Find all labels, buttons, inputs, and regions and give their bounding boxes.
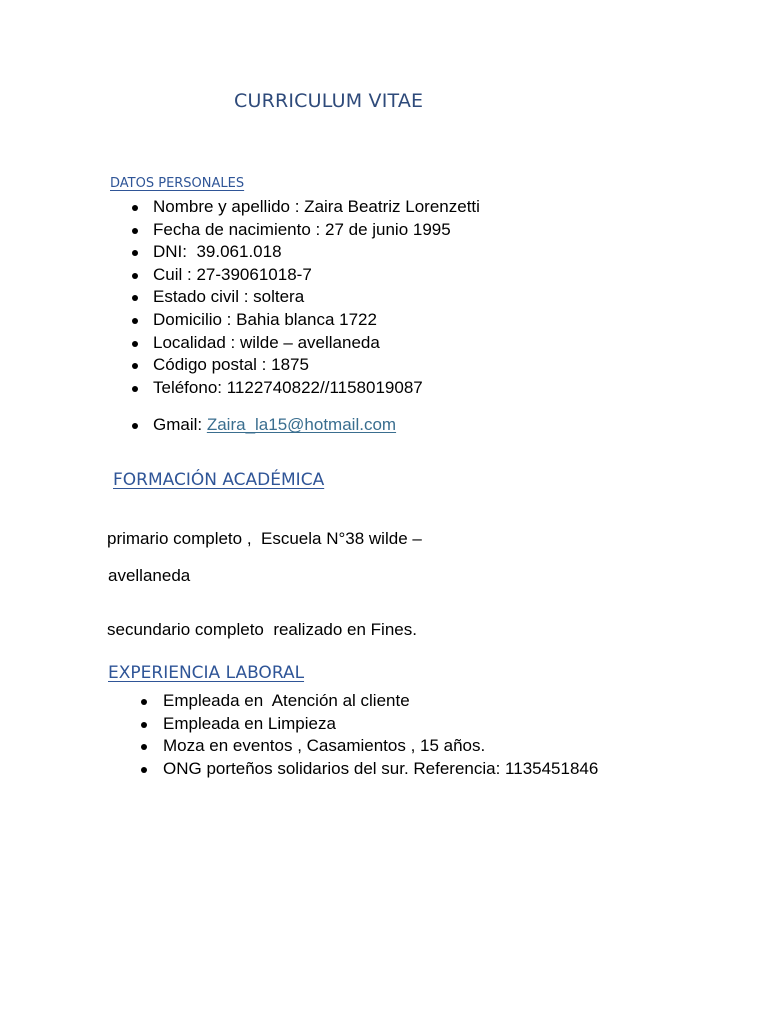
section-heading-formacion-academica: FORMACIÓN ACADÉMICA	[113, 470, 325, 490]
domicilio-text: Domicilio : Bahia blanca 1722	[153, 309, 377, 329]
list-item	[153, 377, 480, 400]
formacion-line-primario: primario completo , Escuela N°38 wilde –	[107, 529, 422, 548]
gmail-label: Gmail:	[153, 415, 207, 434]
list-item	[163, 735, 602, 758]
list-item	[153, 414, 396, 437]
dni-text: DNI: 39.061.018	[153, 242, 282, 262]
bullet-icon	[132, 273, 138, 279]
list-item	[153, 196, 480, 219]
experiencia-item-ong: ONG porteños solidarios del sur. Referencia: 1135451846	[163, 758, 599, 778]
fecha-nacimiento-text: Fecha de nacimiento : 27 de junio 1995	[153, 219, 451, 239]
bullet-icon	[141, 744, 147, 750]
bullet-icon	[141, 699, 147, 705]
bullet-icon	[132, 363, 138, 369]
bullet-icon	[141, 767, 147, 773]
nombre-text: Nombre y apellido : Zaira Beatriz Lorenzetti	[153, 197, 480, 216]
localidad-text: Localidad : wilde – avellaneda	[153, 332, 380, 352]
section-heading-experiencia-laboral: EXPERIENCIA LABORAL	[108, 663, 305, 683]
bullet-icon	[132, 341, 138, 347]
experiencia-item-moza: Moza en eventos , Casamientos , 15 años.	[163, 736, 486, 756]
bullet-icon	[132, 250, 138, 256]
list-item	[153, 241, 480, 264]
formacion-line-localidad: avellaneda	[108, 566, 191, 585]
section-heading-datos-personales: DATOS PERSONALES	[110, 176, 245, 191]
bullet-icon	[132, 386, 138, 392]
list-item	[163, 690, 602, 713]
experiencia-list	[163, 690, 602, 780]
list-item	[163, 713, 602, 736]
list-item	[153, 264, 480, 287]
experiencia-item-atencion: Empleada en Atención al cliente	[163, 691, 410, 710]
list-item	[163, 758, 602, 781]
list-item	[153, 354, 480, 377]
list-item	[153, 219, 480, 242]
codigo-postal-text: Código postal : 1875	[153, 355, 309, 375]
telefono-text: Teléfono: 1122740822//1158019087	[153, 377, 423, 397]
bullet-icon	[132, 318, 138, 324]
bullet-icon	[132, 205, 138, 211]
formacion-line-secundario: secundario completo realizado en Fines.	[107, 620, 417, 639]
list-item	[153, 286, 480, 309]
estado-civil-text: Estado civil : soltera	[153, 287, 305, 307]
experiencia-item-limpieza: Empleada en Limpieza	[163, 713, 336, 733]
list-item	[153, 309, 480, 332]
bullet-icon	[132, 423, 138, 429]
email-link[interactable]: Zaira_la15@hotmail.com	[206, 415, 397, 434]
bullet-icon	[132, 295, 138, 301]
list-item	[153, 332, 480, 355]
datos-personales-list	[153, 196, 480, 399]
cuil-text: Cuil : 27-39061018-7	[153, 264, 312, 284]
bullet-icon	[141, 722, 147, 728]
bullet-icon	[132, 228, 138, 234]
gmail-list	[153, 414, 396, 437]
document-title: CURRICULUM VITAE	[234, 90, 424, 112]
